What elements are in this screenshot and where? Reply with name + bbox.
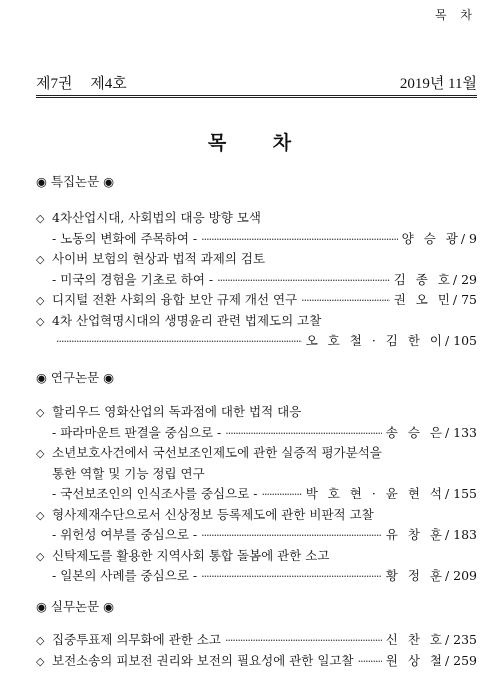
entry-author: 원 상 철 xyxy=(385,652,445,668)
entry-page: / 105 xyxy=(444,333,477,348)
entry-author: 황 정 훈 xyxy=(385,568,445,583)
toc-entry[interactable] xyxy=(36,249,477,290)
entry-page: / 155 xyxy=(444,486,477,501)
diamond-icon: ◇ xyxy=(36,634,45,647)
running-head: 목 차 xyxy=(435,8,477,22)
leader-dots xyxy=(261,485,301,506)
toc-entry[interactable] xyxy=(36,546,477,587)
toc-entry[interactable] xyxy=(36,651,477,672)
entry-subtitle: - 국선보조인의 인식조사를 중심으로 - xyxy=(52,486,258,501)
entry-subtitle: - 위헌성 여부를 중심으로 - xyxy=(52,527,198,542)
toc-entry[interactable] xyxy=(36,505,477,546)
entry-page: / 259 xyxy=(444,652,477,668)
entry-author: 송 승 은 xyxy=(385,424,445,440)
section-heading: ◉ 연구논문 ◉ xyxy=(36,370,115,385)
entry-author: 권 오 민 xyxy=(393,292,453,307)
entry-page: / 75 xyxy=(452,292,477,307)
leader-dots xyxy=(301,291,390,312)
leader-dots xyxy=(225,631,382,652)
entry-title: 소년보호사건에서 국선보조인제도에 관한 실증적 평가분석을 xyxy=(52,445,382,460)
leader-dots xyxy=(201,230,398,251)
entry-title: 디지털 전환 사회의 융합 보안 규제 개선 연구 xyxy=(52,292,298,307)
issue-info xyxy=(36,72,127,93)
entry-title: 신탁제도를 활용한 지역사회 통합 돌봄에 관한 소고 xyxy=(52,547,330,563)
toc-entry[interactable] xyxy=(36,630,477,651)
issue-date: 2019년 11월 xyxy=(399,76,477,92)
entry-author: 유 창 훈 xyxy=(385,527,445,542)
issue-bar xyxy=(36,72,477,93)
entry-author: 양 승 광 xyxy=(401,230,461,246)
toc-title: 목 차 xyxy=(207,132,312,154)
entry-subtitle: - 일본의 사례를 중심으로 - xyxy=(52,568,198,583)
diamond-icon: ◇ xyxy=(36,508,45,522)
entry-title: 4차 산업혁명시대의 생명윤리 관련 법제도의 고찰 xyxy=(52,312,322,328)
entry-author: 박 호 현 · 윤 현 석 xyxy=(305,486,445,501)
section-research xyxy=(36,368,477,587)
entry-title: 집중투표제 의무화에 관한 소고 xyxy=(52,632,221,647)
entry-title: 보전소송의 피보전 권리와 보전의 필요성에 관한 일고찰 xyxy=(52,652,354,668)
leader-dots xyxy=(225,424,382,445)
entry-title: 형사제재수단으로서 신상정보 등록제도에 관한 비판적 고찰 xyxy=(52,506,374,522)
header-rule xyxy=(36,95,477,96)
leader-dots xyxy=(201,526,382,547)
entry-page: / 29 xyxy=(452,271,477,287)
entry-title: 할리우드 영화산업의 독과점에 대한 법적 대응 xyxy=(52,404,302,419)
leader-dots xyxy=(56,332,302,353)
entry-page: / 183 xyxy=(444,527,477,542)
entry-title: 사이버 보험의 현상과 법적 과제의 검토 xyxy=(52,251,266,266)
entry-page: / 9 xyxy=(460,230,477,246)
toc-entry[interactable] xyxy=(36,311,477,352)
entry-title-cont: 통한 역할 및 기능 정립 연구 xyxy=(52,465,205,481)
entry-title: 4차산업시대, 사회법의 대응 방향 모색 xyxy=(52,210,261,225)
diamond-icon: ◇ xyxy=(36,314,45,328)
toc-entry[interactable] xyxy=(36,402,477,443)
entry-page: / 209 xyxy=(444,568,477,583)
entry-subtitle: - 파라마운트 판결을 중심으로 - xyxy=(52,424,222,440)
diamond-icon: ◇ xyxy=(36,212,45,225)
diamond-icon: ◇ xyxy=(36,253,45,266)
section-heading: ◉ 실무논문 ◉ xyxy=(36,599,115,614)
toc-entry[interactable] xyxy=(36,208,477,249)
entry-subtitle: - 미국의 경험을 기초로 하여 - xyxy=(52,271,214,287)
entry-page: / 133 xyxy=(444,424,477,440)
entry-page: / 235 xyxy=(444,632,477,647)
entry-author: 김 종 호 xyxy=(393,271,453,287)
entry-author: 오 호 철 · 김 한 이 xyxy=(305,333,445,348)
entry-author: 신 찬 호 xyxy=(385,632,445,647)
section-special xyxy=(36,172,477,352)
diamond-icon: ◇ xyxy=(36,447,45,460)
diamond-icon: ◇ xyxy=(36,294,45,307)
issue-volume: 제7권 xyxy=(36,76,73,92)
entry-subtitle: - 노동의 변화에 주목하여 - xyxy=(52,230,198,246)
section-heading: ◉ 특집논문 ◉ xyxy=(36,174,115,189)
toc-entry[interactable] xyxy=(36,443,477,505)
header-rule xyxy=(36,97,477,98)
diamond-icon: ◇ xyxy=(36,654,45,668)
toc-entry[interactable] xyxy=(36,290,477,311)
leader-dots xyxy=(201,567,382,588)
leader-dots xyxy=(358,652,382,673)
issue-number: 제4호 xyxy=(90,76,127,92)
leader-dots xyxy=(217,271,390,292)
diamond-icon: ◇ xyxy=(36,549,45,563)
diamond-icon: ◇ xyxy=(36,406,45,419)
section-practice xyxy=(36,597,477,671)
